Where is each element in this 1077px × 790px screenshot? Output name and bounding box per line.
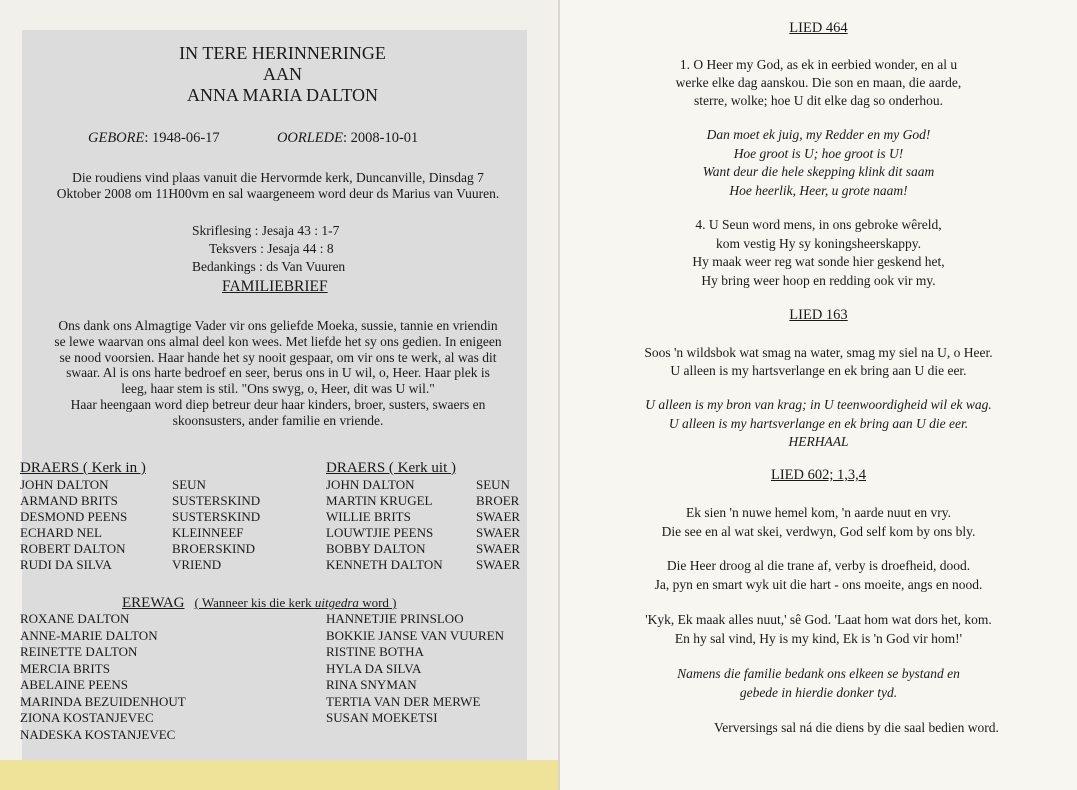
- chorus-line: Dan moet ek juig, my Redder en my God!: [706, 127, 931, 142]
- verse-line: 'Kyk, Ek maak alles nuut,' sê God. 'Laat hom wat dors het, kom.: [645, 612, 992, 627]
- bearer-row: [326, 557, 520, 573]
- verse-line: En hy sal vind, Hy is my kind, Ek is 'n God vir hom!': [674, 631, 963, 646]
- repeat-label: HERHAAL: [788, 434, 849, 449]
- hymn-464-verse-1: [560, 56, 1077, 110]
- letter-line: skoonsusters, ander familie en vriende.: [172, 412, 384, 428]
- bearer-name: MARTIN KRUGEL: [326, 493, 433, 508]
- chorus-line: Want deur die hele skepping klink dit saam: [702, 164, 935, 179]
- bearer-name: WILLIE BRITS: [326, 509, 411, 524]
- verse-line: werke elke dag aanskou. Die son en maan, die aarde,: [675, 75, 962, 90]
- bearer-relation: BROERSKIND: [172, 541, 256, 556]
- honor-guard-name: RINA SNYMAN: [326, 677, 417, 692]
- bearer-row: [20, 493, 260, 509]
- honor-guard-heading: [122, 594, 396, 612]
- verse-line: 1. O Heer my God, as ek in eerbied wonder, en al u: [679, 57, 958, 72]
- service-info: [28, 170, 528, 202]
- refrain-line: U alleen is my hartsverlange en ek bring aan U die eer.: [668, 415, 969, 431]
- service-line: Oktober 2008 om 11H00vm en sal waargeneem word deur ds Marius van Vuuren.: [56, 186, 500, 201]
- honor-guard-name: HYLA DA SILVA: [326, 660, 422, 676]
- verse-line: sterre, wolke; hoe U dit elke dag so onderhou.: [694, 93, 943, 108]
- honor-guard-name: HANNETJIE PRINSLOO: [326, 611, 464, 626]
- honor-guard-name: ABELAINE PEENS: [20, 677, 128, 692]
- bearer-relation: SEUN: [476, 477, 510, 492]
- hymn-602-verse-4: [560, 610, 1077, 648]
- bearers-in: [20, 460, 260, 573]
- text-verse: Teksvers : Jesaja 44 : 8: [209, 241, 334, 256]
- honor-guard-name: TERTIA VAN DER MERWE: [326, 693, 481, 709]
- bearers-out: [326, 460, 520, 573]
- honor-guard-name: ZIONA KOSTANJEVEC: [20, 710, 154, 725]
- refrain-line: U alleen is my bron van krag; in U teenwoordigheid wil ek wag.: [645, 397, 992, 412]
- bearer-relation: SWAER: [476, 541, 521, 556]
- thanks-line: gebede in hierdie donker tyd.: [739, 685, 898, 700]
- chorus-line: Hoe groot is U; hoe groot is U!: [733, 145, 904, 161]
- right-page: [560, 0, 1077, 790]
- born-date: : 1948-06-17: [144, 130, 220, 146]
- chorus-line: Hoe heerlik, Heer, u grote naam!: [729, 182, 908, 198]
- bearer-name: RUDI DA SILVA: [20, 557, 112, 572]
- letter-line: leeg, haar stem is stil. "Ons swyg, o, Heer, dit was U wil.": [121, 381, 435, 397]
- scripture-reading: Skriflesing : Jesaja 43 : 1-7: [192, 223, 340, 238]
- honor-guard-name: RISTINE BOTHA: [326, 644, 424, 659]
- bearer-relation: VRIEND: [172, 557, 222, 572]
- honor-guard-name: MARINDA BEZUIDENHOUT: [20, 693, 186, 709]
- hymn-464-heading: LIED 464: [789, 20, 848, 36]
- verse-line: kom vestig Hy sy koningsheerskappy.: [716, 235, 921, 251]
- bearer-row: [326, 509, 520, 525]
- bearer-name: BOBBY DALTON: [326, 541, 426, 556]
- verse-line: Ja, pyn en smart wyk uit die hart - ons moeite, angs en nood.: [654, 577, 983, 592]
- bearer-row: [20, 557, 260, 573]
- thanks-line: Bedankings : ds Van Vuuren: [192, 259, 346, 274]
- bearer-relation: BROER: [476, 493, 520, 508]
- letter-line: se nood voorsien. Haar hande het sy nooit gespaar, om vir ons te werk, al was dit: [59, 349, 497, 365]
- memorial-title: [170, 43, 395, 106]
- bearer-name: JOHN DALTON: [20, 477, 109, 492]
- bearers-in-heading: DRAERS ( Kerk in ): [20, 460, 146, 476]
- bearer-name: KENNETH DALTON: [326, 557, 443, 572]
- verse-line: Die Heer droog al die trane af, verby is droefheid, dood.: [666, 558, 971, 573]
- bearer-name: LOUWTJIE PEENS: [326, 525, 434, 540]
- bearer-relation: SWAER: [476, 557, 521, 572]
- bearer-name: ARMAND BRITS: [20, 493, 118, 508]
- honor-guard-name: REINETTE DALTON: [20, 644, 138, 659]
- verse-line: Hy bring weer hoop en redding ook vir my.: [701, 272, 936, 288]
- verse-line: Die see en al wat skei, verdwyn, God self kom by ons bly.: [661, 524, 976, 539]
- bearers-out-heading: DRAERS ( Kerk uit ): [326, 460, 456, 476]
- honor-guard-title: EREWAG: [122, 595, 185, 611]
- verse-line: U alleen is my hartsverlange en ek bring aan U die eer.: [670, 363, 967, 378]
- thanks-line: Namens die familie bedank ons elkeen se bystand en: [677, 666, 960, 681]
- dates-row: [88, 130, 418, 147]
- honor-guard-name: NADESKA KOSTANJEVEC: [20, 726, 176, 742]
- bearer-relation: SUSTERSKIND: [172, 493, 261, 508]
- bearer-relation: SUSTERSKIND: [172, 509, 261, 524]
- honor-guard-name: ANNE-MARIE DALTON: [20, 627, 158, 643]
- honor-guard-name: BOKKIE JANSE VAN VUUREN: [326, 627, 505, 643]
- bearer-name: ECHARD NEL: [20, 525, 102, 540]
- hymn-602-verse-3: [560, 556, 1077, 594]
- hymn-464-verse-4: [560, 216, 1077, 290]
- refreshments-note: Verversings sal ná die diens by die saal bedien word.: [714, 720, 999, 735]
- bearer-name: JOHN DALTON: [326, 477, 415, 492]
- hymn-163-lines: [560, 344, 1077, 380]
- honor-guard-left: [20, 611, 186, 743]
- honor-guard-note-end: word ): [358, 595, 397, 610]
- family-letter-heading: FAMILIEBRIEF: [222, 278, 328, 295]
- hymn-163-refrain: [560, 396, 1077, 452]
- bearer-relation: SWAER: [476, 509, 521, 524]
- verse-line: 4. U Seun word mens, in ons gebroke wêreld,: [695, 217, 942, 232]
- readings: [192, 222, 345, 276]
- title-line: IN TERE HERINNERINGE: [179, 43, 386, 63]
- bearer-name: ROBERT DALTON: [20, 541, 126, 556]
- hymn-602-heading: LIED 602; 1,3,4: [770, 467, 867, 483]
- bearer-row: [20, 477, 260, 493]
- letter-line: Ons dank ons Almagtige Vader vir ons geliefde Moeka, sussie, tannie en vriendin: [58, 318, 498, 333]
- bearer-row: [326, 493, 520, 509]
- bearer-relation: SEUN: [172, 477, 206, 492]
- verse-line: Hy maak weer reg wat sonde hier geskend het,: [692, 254, 945, 269]
- bottom-strip: [0, 760, 560, 790]
- bearer-row: [20, 509, 260, 525]
- died-date: : 2008-10-01: [343, 130, 419, 146]
- service-line: Die roudiens vind plaas vanuit die Hervormde kerk, Duncanville, Dinsdag 7: [72, 170, 484, 185]
- bearer-row: [326, 525, 520, 541]
- honor-guard-name: MERCIA BRITS: [20, 660, 110, 676]
- honor-guard-right: [326, 611, 504, 727]
- bearer-row: [326, 477, 520, 493]
- honor-guard-note-start: ( Wanneer kis die kerk: [194, 595, 315, 610]
- bearer-row: [326, 541, 520, 557]
- title-line: ANNA MARIA DALTON: [186, 85, 379, 105]
- title-line: AAN: [263, 64, 302, 84]
- bearer-relation: KLEINNEEF: [172, 525, 244, 540]
- honor-guard-name: SUSAN MOEKETSI: [326, 710, 438, 725]
- verse-line: Soos 'n wildsbok wat smag na water, smag my siel na U, o Heer.: [644, 345, 993, 360]
- verse-line: Ek sien 'n nuwe hemel kom, 'n aarde nuut en vry.: [686, 505, 951, 520]
- family-thanks: [560, 664, 1077, 702]
- hymn-464-chorus: [560, 126, 1077, 200]
- family-letter: [18, 318, 538, 429]
- letter-line: swaar. Al is ons harte bedroef en seer, berus ons in U wil, o, Heer. Haar plek is: [66, 365, 490, 381]
- bearer-relation: SWAER: [476, 525, 521, 540]
- hymn-163-heading: LIED 163: [789, 307, 848, 323]
- letter-line: Haar heengaan word diep betreur deur haar kinders, broer, susters, swaers en: [70, 396, 486, 412]
- letter-line: se lewe waarvan ons almal deel kon wees. Met liefde het sy ons gedien. In enigeen: [54, 333, 502, 349]
- honor-guard-note-italic: uitgedra: [314, 595, 359, 610]
- bearer-name: DESMOND PEENS: [20, 509, 128, 524]
- bearer-row: [20, 541, 260, 557]
- honor-guard-name: ROXANE DALTON: [20, 611, 130, 626]
- honor-guard-note: [195, 595, 397, 610]
- hymn-602-verse-1: [560, 503, 1077, 541]
- died-label: OORLEDE: [276, 130, 343, 146]
- bearer-row: [20, 525, 260, 541]
- born-label: GEBORE: [88, 130, 145, 146]
